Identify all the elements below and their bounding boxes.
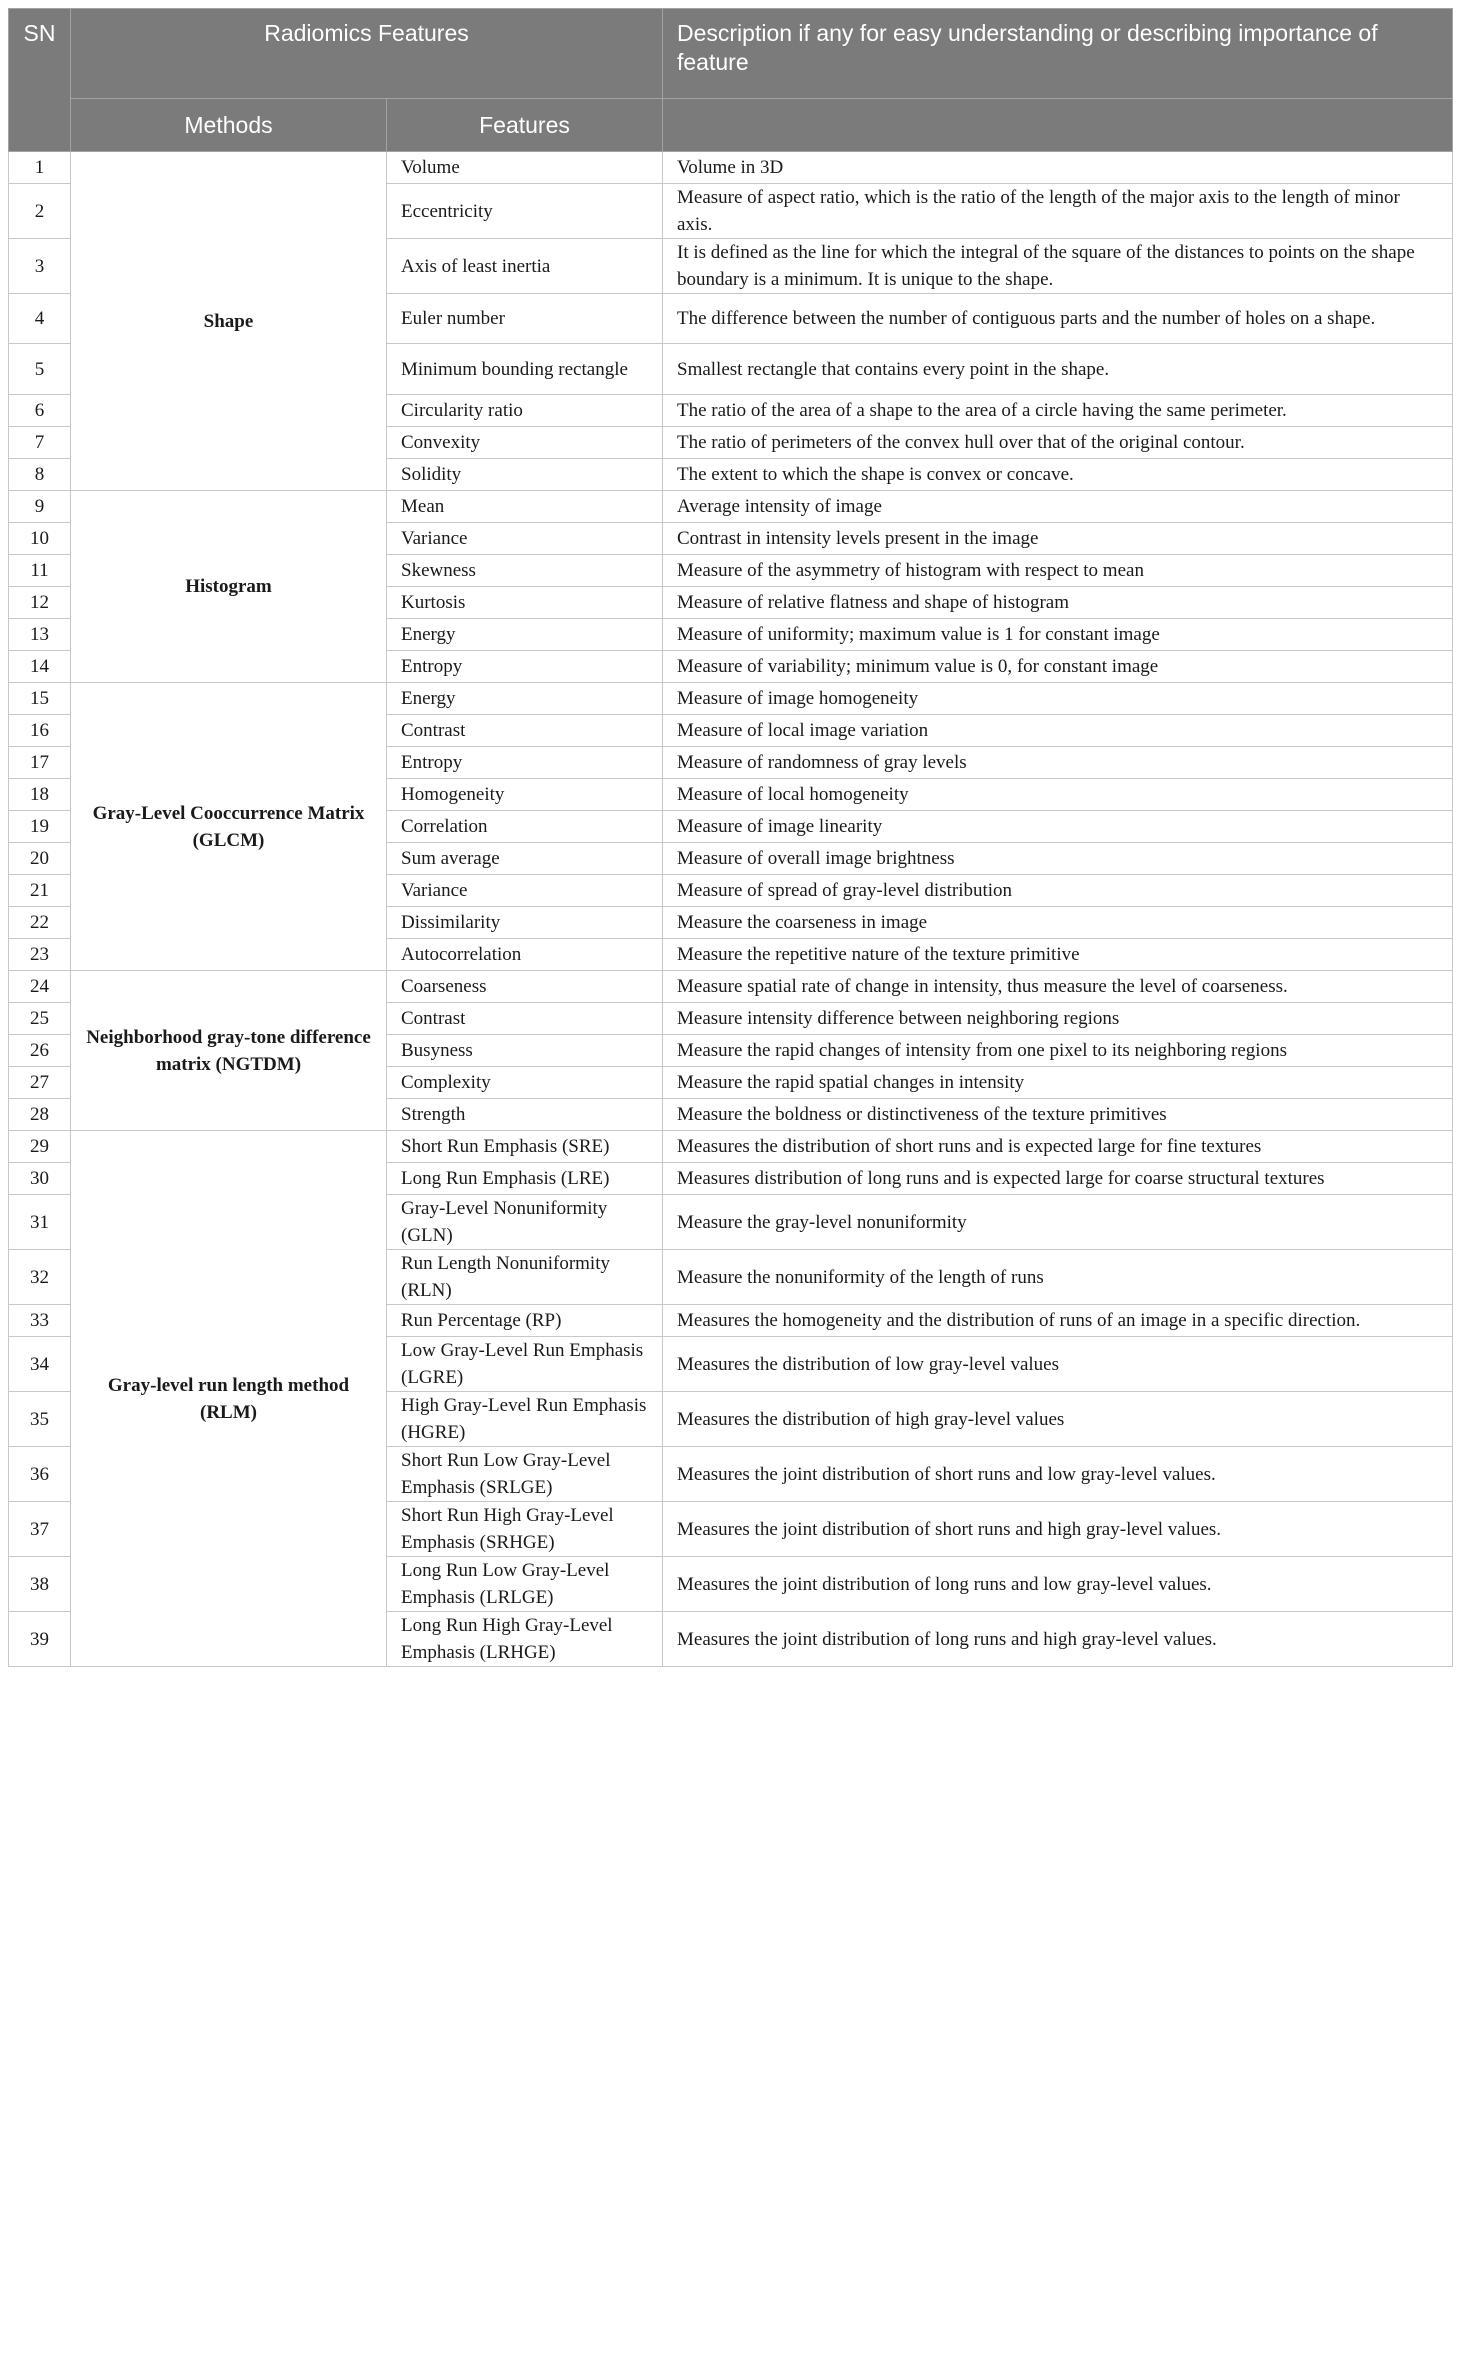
- feature-cell: Variance: [387, 875, 663, 907]
- description-cell: Average intensity of image: [663, 491, 1453, 523]
- description-cell: Measure the nonuniformity of the length of runs: [663, 1250, 1453, 1305]
- feature-cell: Run Percentage (RP): [387, 1305, 663, 1337]
- table-row: [9, 491, 1453, 523]
- serial-number-cell: 11: [9, 555, 71, 587]
- serial-number-cell: 36: [9, 1447, 71, 1502]
- serial-number-cell: 38: [9, 1557, 71, 1612]
- description-cell: Contrast in intensity levels present in the image: [663, 523, 1453, 555]
- description-cell: Measures the joint distribution of short runs and low gray-level values.: [663, 1447, 1453, 1502]
- feature-cell: Short Run Emphasis (SRE): [387, 1131, 663, 1163]
- feature-cell: Entropy: [387, 651, 663, 683]
- serial-number-cell: 27: [9, 1067, 71, 1099]
- serial-number-cell: 10: [9, 523, 71, 555]
- serial-number-cell: 12: [9, 587, 71, 619]
- table-header: [9, 9, 1453, 152]
- description-cell: Measure intensity difference between neighboring regions: [663, 1003, 1453, 1035]
- serial-number-cell: 20: [9, 843, 71, 875]
- header-row-top: [9, 9, 1453, 99]
- description-column-header: Description if any for easy understanding or describing importance of feature: [663, 9, 1453, 99]
- description-cell: Measures the distribution of short runs and is expected large for fine textures: [663, 1131, 1453, 1163]
- serial-number-cell: 34: [9, 1337, 71, 1392]
- serial-number-cell: 23: [9, 939, 71, 971]
- description-cell: Measures the distribution of low gray-level values: [663, 1337, 1453, 1392]
- serial-number-cell: 13: [9, 619, 71, 651]
- serial-number-cell: 18: [9, 779, 71, 811]
- serial-number-cell: 33: [9, 1305, 71, 1337]
- serial-number-cell: 29: [9, 1131, 71, 1163]
- feature-cell: Autocorrelation: [387, 939, 663, 971]
- description-cell: Measure of aspect ratio, which is the ratio of the length of the major axis to the length of minor axis.: [663, 184, 1453, 239]
- serial-number-cell: 17: [9, 747, 71, 779]
- serial-number-cell: 39: [9, 1612, 71, 1667]
- table-row: [9, 971, 1453, 1003]
- table-row: [9, 683, 1453, 715]
- feature-cell: High Gray-Level Run Emphasis (HGRE): [387, 1392, 663, 1447]
- feature-cell: Variance: [387, 523, 663, 555]
- description-cell: Measure of spread of gray-level distribution: [663, 875, 1453, 907]
- serial-number-cell: 15: [9, 683, 71, 715]
- feature-cell: Volume: [387, 152, 663, 184]
- feature-cell: Energy: [387, 619, 663, 651]
- description-cell: Measure of local image variation: [663, 715, 1453, 747]
- method-cell: Gray-level run length method (RLM): [71, 1131, 387, 1667]
- description-cell: It is defined as the line for which the integral of the square of the distances to points on the shape boundary is a minimum. It is unique to the shape.: [663, 239, 1453, 294]
- serial-number-cell: 3: [9, 239, 71, 294]
- feature-cell: Convexity: [387, 427, 663, 459]
- feature-cell: Circularity ratio: [387, 395, 663, 427]
- serial-number-cell: 5: [9, 344, 71, 395]
- table-body: [9, 152, 1453, 1667]
- description-cell: Measure the repetitive nature of the texture primitive: [663, 939, 1453, 971]
- feature-cell: Eccentricity: [387, 184, 663, 239]
- header-row-sub: [9, 99, 1453, 152]
- feature-cell: Skewness: [387, 555, 663, 587]
- sn-column-header: SN: [9, 9, 71, 152]
- method-cell: Histogram: [71, 491, 387, 683]
- serial-number-cell: 22: [9, 907, 71, 939]
- methods-column-header: Methods: [71, 99, 387, 152]
- description-cell: Measure of the asymmetry of histogram with respect to mean: [663, 555, 1453, 587]
- description-cell: The extent to which the shape is convex or concave.: [663, 459, 1453, 491]
- feature-cell: Contrast: [387, 715, 663, 747]
- feature-cell: Kurtosis: [387, 587, 663, 619]
- feature-cell: Coarseness: [387, 971, 663, 1003]
- feature-cell: Run Length Nonuniformity (RLN): [387, 1250, 663, 1305]
- serial-number-cell: 19: [9, 811, 71, 843]
- feature-cell: Long Run Emphasis (LRE): [387, 1163, 663, 1195]
- serial-number-cell: 1: [9, 152, 71, 184]
- description-cell: Measure the gray-level nonuniformity: [663, 1195, 1453, 1250]
- description-cell: Volume in 3D: [663, 152, 1453, 184]
- feature-cell: Energy: [387, 683, 663, 715]
- description-cell: Measures the joint distribution of long runs and low gray-level values.: [663, 1557, 1453, 1612]
- serial-number-cell: 30: [9, 1163, 71, 1195]
- description-cell: Measures the joint distribution of long runs and high gray-level values.: [663, 1612, 1453, 1667]
- table-row: [9, 152, 1453, 184]
- feature-cell: Short Run High Gray-Level Emphasis (SRHGE): [387, 1502, 663, 1557]
- feature-cell: Short Run Low Gray-Level Emphasis (SRLGE): [387, 1447, 663, 1502]
- description-cell: Measure of relative flatness and shape of histogram: [663, 587, 1453, 619]
- serial-number-cell: 28: [9, 1099, 71, 1131]
- serial-number-cell: 2: [9, 184, 71, 239]
- feature-cell: Entropy: [387, 747, 663, 779]
- serial-number-cell: 37: [9, 1502, 71, 1557]
- description-cell: Measure of variability; minimum value is 0, for constant image: [663, 651, 1453, 683]
- description-cell: Measure of image linearity: [663, 811, 1453, 843]
- serial-number-cell: 7: [9, 427, 71, 459]
- description-cell: The ratio of perimeters of the convex hull over that of the original contour.: [663, 427, 1453, 459]
- serial-number-cell: 6: [9, 395, 71, 427]
- description-cell: Measures the distribution of high gray-level values: [663, 1392, 1453, 1447]
- feature-cell: Long Run High Gray-Level Emphasis (LRHGE): [387, 1612, 663, 1667]
- serial-number-cell: 35: [9, 1392, 71, 1447]
- feature-cell: Solidity: [387, 459, 663, 491]
- feature-cell: Long Run Low Gray-Level Emphasis (LRLGE): [387, 1557, 663, 1612]
- serial-number-cell: 8: [9, 459, 71, 491]
- serial-number-cell: 9: [9, 491, 71, 523]
- description-cell: The difference between the number of contiguous parts and the number of holes on a shape.: [663, 294, 1453, 344]
- description-cell: Measure the coarseness in image: [663, 907, 1453, 939]
- description-cell: Measures the joint distribution of short runs and high gray-level values.: [663, 1502, 1453, 1557]
- description-cell: Measure the rapid spatial changes in intensity: [663, 1067, 1453, 1099]
- serial-number-cell: 4: [9, 294, 71, 344]
- serial-number-cell: 24: [9, 971, 71, 1003]
- serial-number-cell: 31: [9, 1195, 71, 1250]
- method-cell: Shape: [71, 152, 387, 491]
- feature-cell: Busyness: [387, 1035, 663, 1067]
- serial-number-cell: 32: [9, 1250, 71, 1305]
- feature-cell: Dissimilarity: [387, 907, 663, 939]
- serial-number-cell: 26: [9, 1035, 71, 1067]
- description-cell: Measure spatial rate of change in intensity, thus measure the level of coarseness.: [663, 971, 1453, 1003]
- method-cell: Gray-Level Cooccurrence Matrix (GLCM): [71, 683, 387, 971]
- feature-cell: Complexity: [387, 1067, 663, 1099]
- description-cell: Smallest rectangle that contains every point in the shape.: [663, 344, 1453, 395]
- description-cell: Measures distribution of long runs and is expected large for coarse structural textures: [663, 1163, 1453, 1195]
- description-cell: Measure of overall image brightness: [663, 843, 1453, 875]
- serial-number-cell: 16: [9, 715, 71, 747]
- description-cell: Measure of local homogeneity: [663, 779, 1453, 811]
- description-cell: Measure the boldness or distinctiveness of the texture primitives: [663, 1099, 1453, 1131]
- feature-cell: Mean: [387, 491, 663, 523]
- description-cell: Measure of randomness of gray levels: [663, 747, 1453, 779]
- feature-cell: Gray-Level Nonuniformity (GLN): [387, 1195, 663, 1250]
- features-column-header: Features: [387, 99, 663, 152]
- description-subheader-blank: [663, 99, 1453, 152]
- serial-number-cell: 25: [9, 1003, 71, 1035]
- feature-cell: Strength: [387, 1099, 663, 1131]
- radiomics-features-column-header: Radiomics Features: [71, 9, 663, 99]
- feature-cell: Homogeneity: [387, 779, 663, 811]
- description-cell: Measures the homogeneity and the distribution of runs of an image in a specific direction.: [663, 1305, 1453, 1337]
- description-cell: The ratio of the area of a shape to the area of a circle having the same perimeter.: [663, 395, 1453, 427]
- description-cell: Measure of image homogeneity: [663, 683, 1453, 715]
- feature-cell: Low Gray-Level Run Emphasis (LGRE): [387, 1337, 663, 1392]
- feature-cell: Sum average: [387, 843, 663, 875]
- serial-number-cell: 14: [9, 651, 71, 683]
- feature-cell: Axis of least inertia: [387, 239, 663, 294]
- table-row: [9, 1131, 1453, 1163]
- description-cell: Measure of uniformity; maximum value is 1 for constant image: [663, 619, 1453, 651]
- description-cell: Measure the rapid changes of intensity from one pixel to its neighboring regions: [663, 1035, 1453, 1067]
- feature-cell: Euler number: [387, 294, 663, 344]
- radiomics-features-table: [8, 8, 1453, 1667]
- feature-cell: Contrast: [387, 1003, 663, 1035]
- serial-number-cell: 21: [9, 875, 71, 907]
- feature-cell: Minimum bounding rectangle: [387, 344, 663, 395]
- feature-cell: Correlation: [387, 811, 663, 843]
- method-cell: Neighborhood gray-tone difference matrix (NGTDM): [71, 971, 387, 1131]
